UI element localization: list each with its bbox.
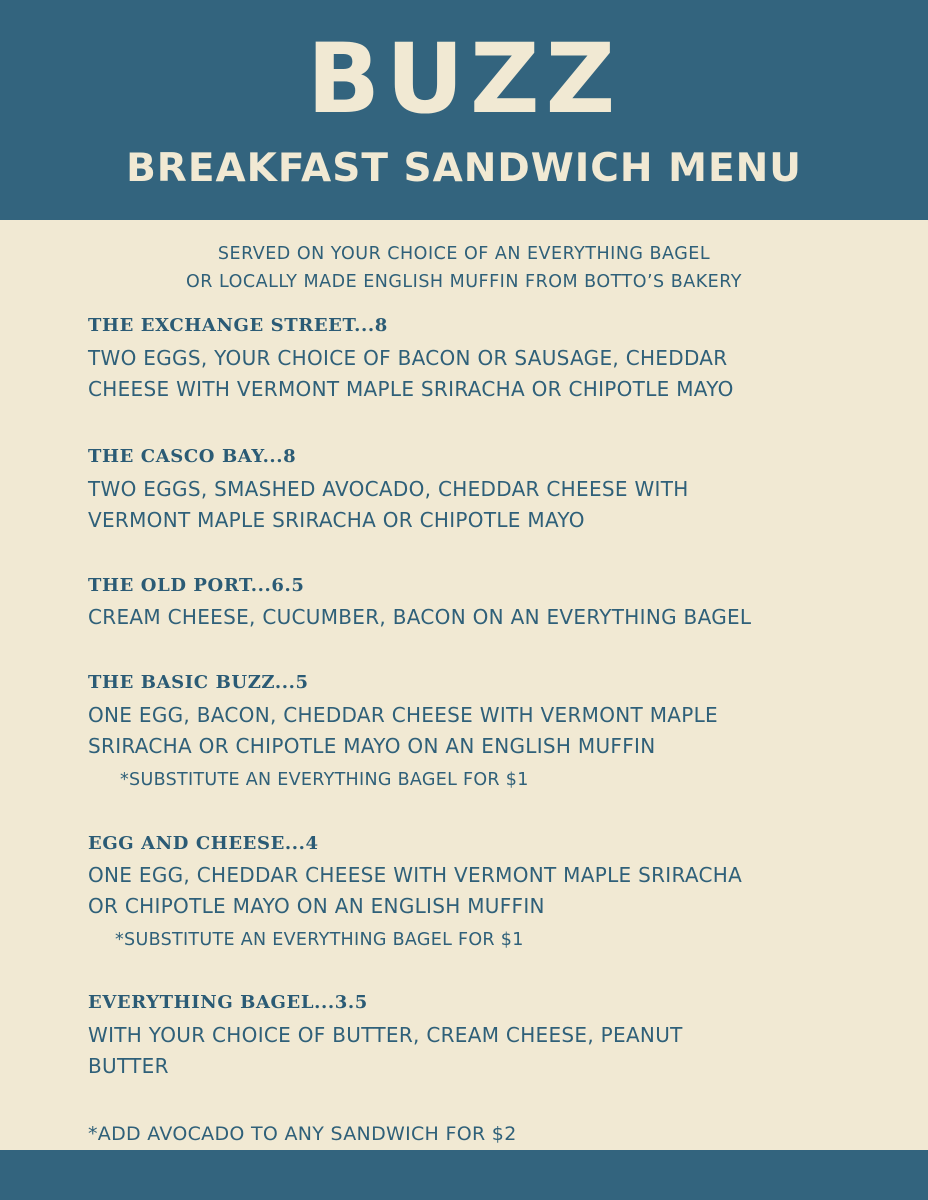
item-desc-line: VERMONT MAPLE SRIRACHA OR CHIPOTLE MAYO — [88, 508, 585, 532]
footer-banner — [0, 1150, 928, 1200]
item-title-basic-buzz: THE BASIC BUZZ...5 — [88, 672, 309, 693]
item-desc-line: CHEESE WITH VERMONT MAPLE SRIRACHA OR CHIPOTLE MAYO — [88, 377, 734, 401]
item-title-exchange-street: THE EXCHANGE STREET...8 — [88, 315, 388, 336]
menu-subtitle: BREAKFAST SANDWICH MENU — [126, 146, 802, 191]
avocado-footnote: *ADD AVOCADO TO ANY SANDWICH FOR $2 — [88, 1123, 517, 1145]
item-desc-line: ONE EGG, BACON, CHEDDAR CHEESE WITH VERMONT MAPLE — [88, 703, 718, 727]
item-desc-line: TWO EGGS, SMASHED AVOCADO, CHEDDAR CHEESE WITH — [88, 477, 689, 501]
item-desc-old-port — [88, 602, 878, 633]
item-desc-line: BUTTER — [88, 1054, 169, 1078]
brand-title: BUZZ — [306, 23, 622, 135]
intro-text — [0, 240, 928, 296]
intro-line: OR LOCALLY MADE ENGLISH MUFFIN FROM BOTTO’S BAKERY — [186, 272, 742, 292]
item-title-casco-bay: THE CASCO BAY...8 — [88, 446, 297, 467]
item-title-old-port: THE OLD PORT...6.5 — [88, 575, 305, 596]
item-desc-line: WITH YOUR CHOICE OF BUTTER, CREAM CHEESE, PEANUT — [88, 1023, 683, 1047]
item-desc-exchange-street — [88, 343, 878, 405]
item-desc-line: SRIRACHA OR CHIPOTLE MAYO ON AN ENGLISH MUFFIN — [88, 734, 656, 758]
item-desc-basic-buzz — [88, 700, 878, 762]
item-title-egg-and-cheese: EGG AND CHEESE...4 — [88, 833, 319, 854]
item-desc-line: TWO EGGS, YOUR CHOICE OF BACON OR SAUSAGE, CHEDDAR — [88, 346, 728, 370]
item-note-egg-and-cheese: *SUBSTITUTE AN EVERYTHING BAGEL FOR $1 — [115, 930, 524, 950]
item-desc-everything-bagel — [88, 1020, 878, 1082]
item-desc-line: OR CHIPOTLE MAYO ON AN ENGLISH MUFFIN — [88, 894, 545, 918]
header-banner — [0, 0, 928, 220]
item-desc-line: CREAM CHEESE, CUCUMBER, BACON ON AN EVERYTHING BAGEL — [88, 605, 752, 629]
item-desc-egg-and-cheese — [88, 860, 878, 922]
item-desc-casco-bay — [88, 474, 878, 536]
item-note-basic-buzz: *SUBSTITUTE AN EVERYTHING BAGEL FOR $1 — [120, 770, 529, 790]
item-desc-line: ONE EGG, CHEDDAR CHEESE WITH VERMONT MAPLE SRIRACHA — [88, 863, 743, 887]
item-title-everything-bagel: EVERYTHING BAGEL...3.5 — [88, 992, 368, 1013]
intro-line: SERVED ON YOUR CHOICE OF AN EVERYTHING BAGEL — [217, 244, 711, 264]
